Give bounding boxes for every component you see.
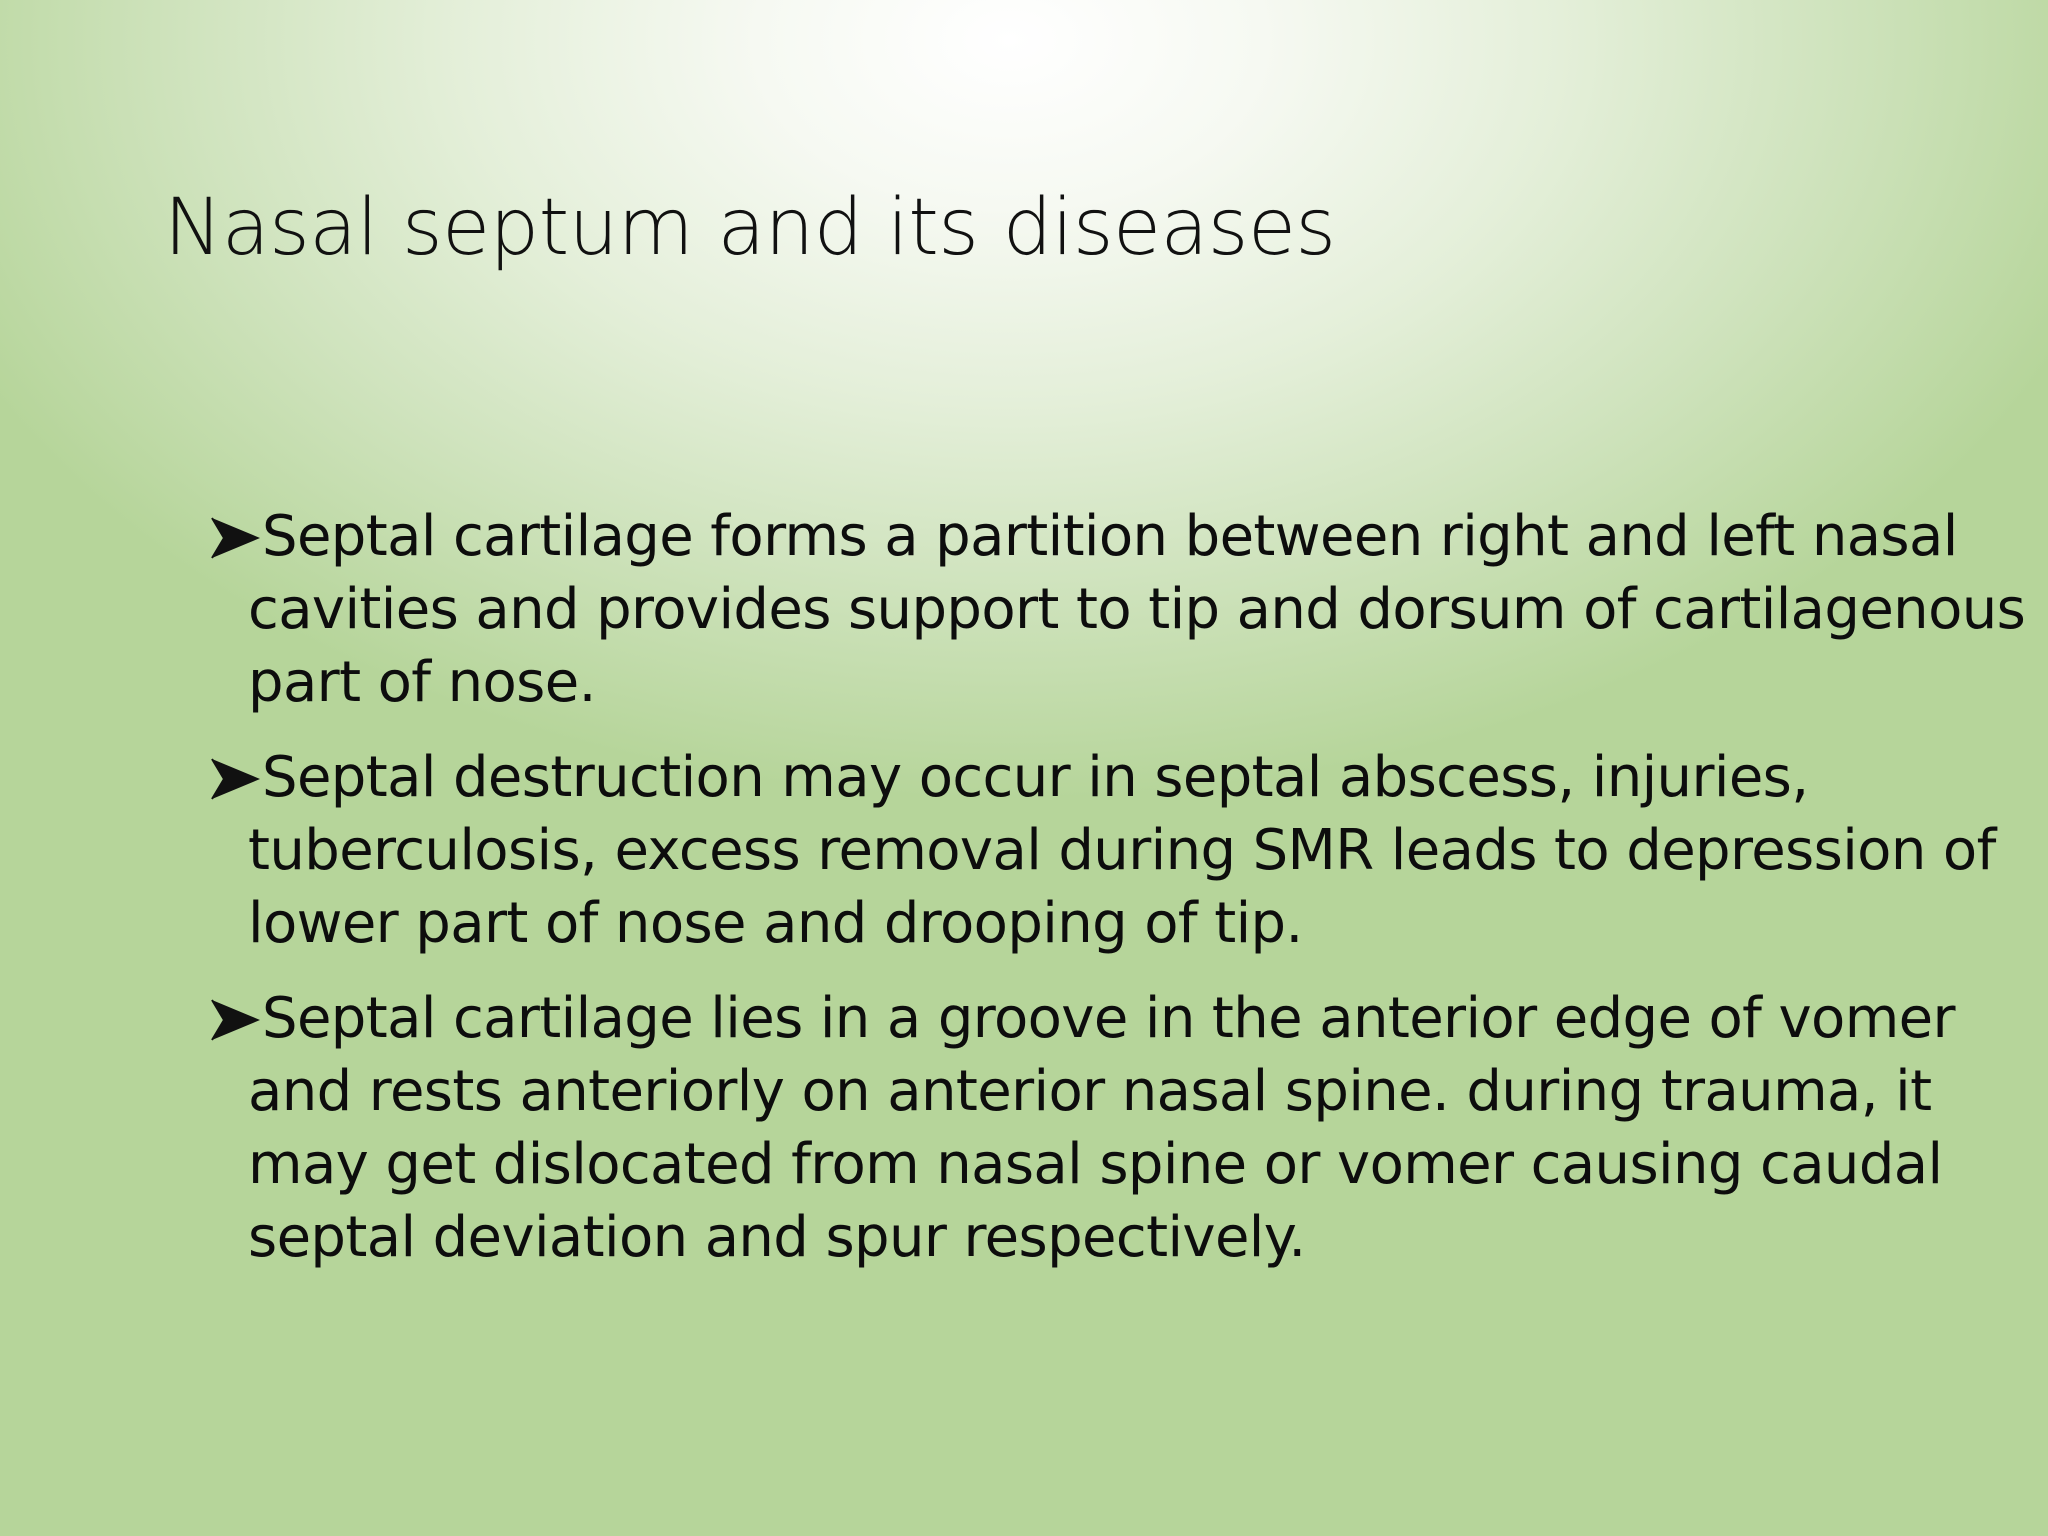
- bullet-text: [248, 982, 2030, 1274]
- slide-title: Nasal septum and its diseases: [164, 183, 1336, 273]
- bullet-item: [210, 741, 2030, 960]
- bullet-line: may get dislocated from nasal spine or vomer causing caudal: [248, 1132, 1943, 1197]
- bullet-line: Septal cartilage forms a partition between right and left nasal: [262, 504, 1958, 569]
- bullet-line: cavities and provides support to tip and dorsum of cartilagenous: [248, 577, 2026, 642]
- bullet-line: and rests anteriorly on anterior nasal spine. during trauma, it: [248, 1059, 1932, 1124]
- bullet-item: [210, 982, 2030, 1274]
- arrow-bullet-icon: [210, 998, 262, 1042]
- bullet-line: septal deviation and spur respectively.: [248, 1205, 1306, 1270]
- bullet-line: lower part of nose and drooping of tip.: [248, 891, 1303, 956]
- arrow-bullet-icon: [210, 516, 262, 560]
- bullet-text: [248, 741, 2030, 960]
- bullet-line: tuberculosis, excess removal during SMR leads to depression of: [248, 818, 1996, 883]
- bullet-line: Septal destruction may occur in septal abscess, injuries,: [262, 745, 1809, 810]
- bullet-item: [210, 500, 2030, 719]
- bullet-line: Septal cartilage lies in a groove in the anterior edge of vomer: [262, 986, 1955, 1051]
- bullet-list: [210, 500, 2030, 1296]
- bullet-text: [248, 500, 2030, 719]
- arrow-bullet-icon: [210, 757, 262, 801]
- bullet-line: part of nose.: [248, 650, 596, 715]
